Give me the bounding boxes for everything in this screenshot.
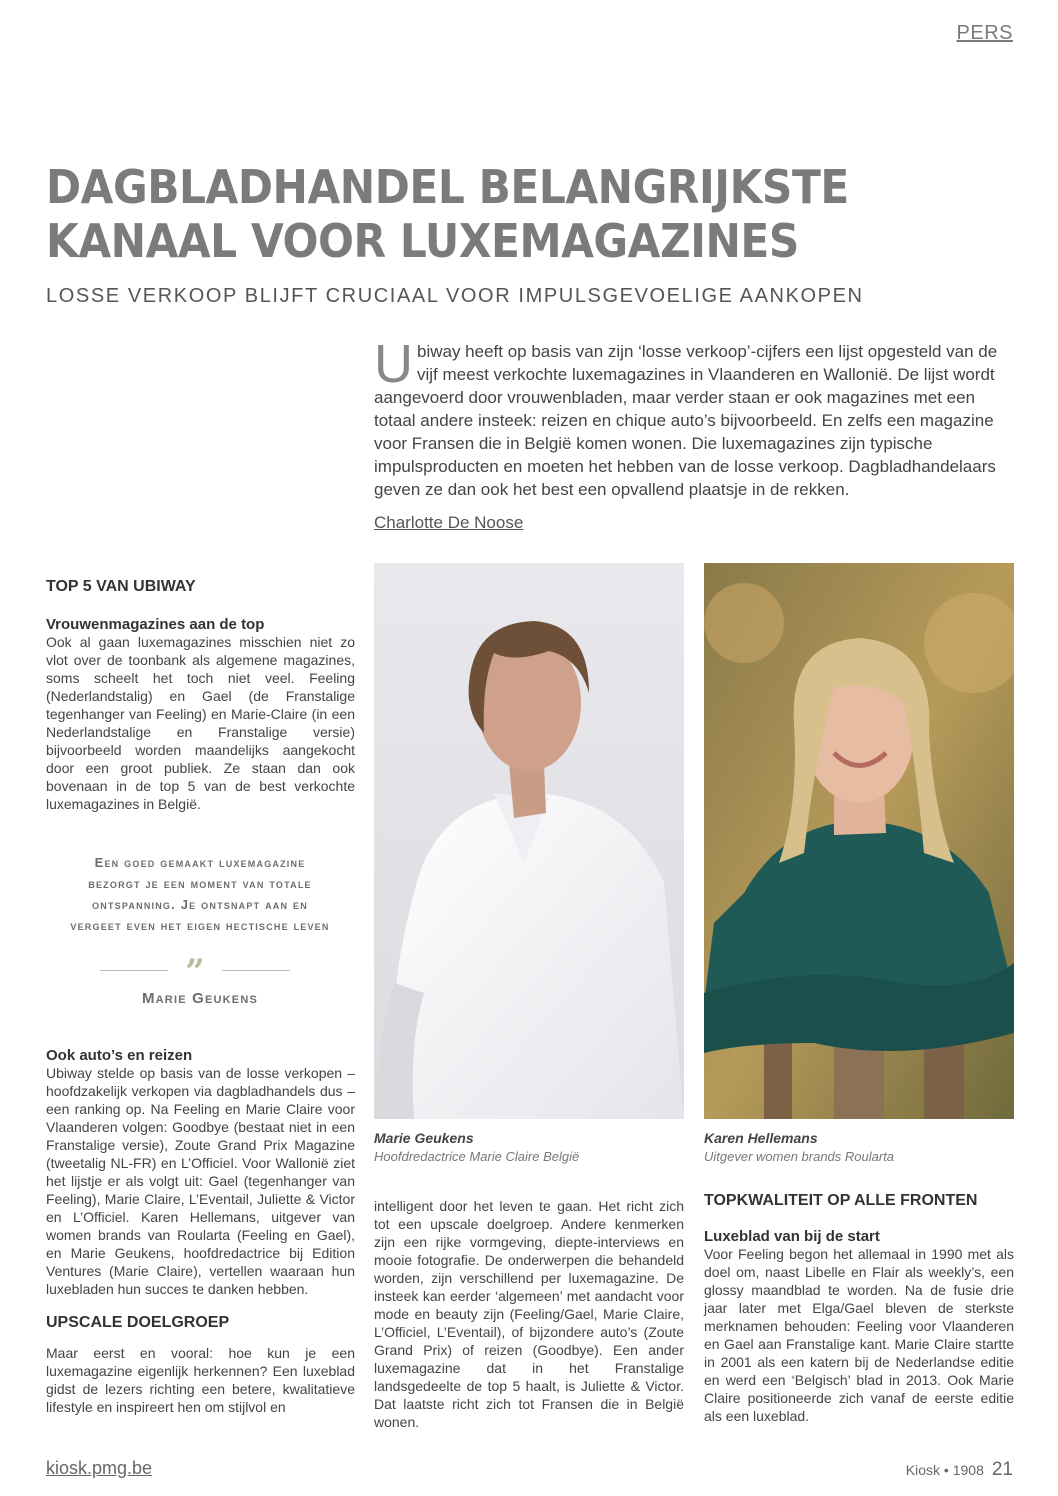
quote-divider-line-right [222, 970, 290, 971]
section-title-top5: TOP 5 VAN UBIWAY [46, 578, 196, 595]
body-text-upscale: Maar eerst en vooral: hoe kun je een luxemagazine eigenlijk herkennen? Een luxeblad gidst de lezers richting een betere, kwalitatieve lifestyle en inspireert hen om stijlvol en [46, 1345, 355, 1415]
dropcap: U [374, 334, 413, 394]
body-text-middle: intelligent door het leven te gaan. Het richt zich tot een upscale doelgroep. Andere kenmerken zijn een rijke vormgeving, diepte-interviews en mooie fotografie. De onderwerpen die behandeld worden, zijn verschillend per luxemagazine. De insteek kan eerder ‘algemeen’ met aandacht voor mode en beauty zijn (Feeling/Gael, Marie Claire, L’Officiel, L’Eventail), of bijzondere auto’s (Zoute Grand Prix) of reizen (Goodbye). Een ander luxemagazine dat in het Franstalige landsgedeelte de top 5 haalt, is Juliette & Victor. Dat laatste richt zich tot Fransen die in België wonen. [374, 1198, 684, 1430]
headline: DAGBLADHANDEL BELANGRIJKSTE KANAAL VOOR LUXEMAGAZINES [46, 160, 849, 268]
intro-paragraph [374, 334, 1014, 501]
subheadline: LOSSE VERKOOP BLIJFT CRUCIAAL VOOR IMPULSGEVOELIGE AANKOPEN [46, 285, 864, 307]
section-title-topkwaliteit: TOPKWALITEIT OP ALLE FRONTEN [704, 1192, 978, 1209]
footer-issue [906, 1459, 1013, 1481]
portrait-woman-green-sweater-image [704, 563, 1014, 1119]
author-link[interactable]: Charlotte De Noose [374, 513, 524, 532]
left-column-top [46, 578, 355, 813]
portrait-woman-white-shirt-image [374, 563, 684, 1119]
middle-column [374, 1197, 684, 1431]
quote-divider [100, 952, 290, 992]
caption-name: Karen Hellemans [704, 1130, 818, 1146]
body-text-top5: Ook al gaan luxemagazines misschien niet zo vlot over de toonbank als algemene magazines, soms scheelt het toch niet veel. Feeling (Nederlandstalig) en Gael (de Franstalige tegenhanger van Feeling) en Marie-Claire (in een Nederlandstalige en Franstalige versie) bijvoorbeeld worden maandelijks aangekocht door een groot publiek. Ze staan dan ook bovenaan in de top 5 van de best verkochte luxemagazines in België. [46, 634, 355, 812]
caption-photo1 [374, 1130, 684, 1164]
subtitle-vrouwenmagazines: Vrouwenmagazines aan de top [46, 616, 265, 633]
intro-text: biway heeft op basis van zijn ‘losse verkoop’-cijfers een lijst opgesteld van de vijf meest verkochte luxemagazines in Vlaanderen en Wallonië. De lijst wordt aangevoerd door vrouwenbladen, maar verder staan er ook magazines met een totaal andere insteek: reizen en chique auto’s bijvoorbeeld. En zelfs een magazine voor Fransen die in België komen wonen. Die luxemagazines zijn typische impulsproducten en moeten het hebben van de losse verkoop. Dagbladhandelaars geven ze dan ook het best een opvallend plaatsje in de rekken. [374, 342, 998, 499]
subtitle-autos-reizen: Ook auto’s en reizen [46, 1047, 193, 1064]
section-label[interactable]: PERS [956, 22, 1013, 44]
section-title-upscale: UPSCALE DOELGROEP [46, 1314, 230, 1331]
body-text-autos-reizen: Ubiway stelde op basis van de losse verkopen – hoofdzakelijk verkopen via dagbladhandels dus – een ranking op. Na Feeling en Marie Claire voor Vlaanderen volgen: Goodbye (bestaat niet in een Franstalige versie), Zoute Grand Prix Magazine (tweetalig NL-FR) en L’Officiel. Voor Wallonië ziet het lijstje er als volgt uit: Gael (tegenhanger van Feeling), Marie Claire, L’Eventail, Juliette & Victor en L’Officiel. Karen Hellemans, uitgever van women brands van Roularta (Feeling en Gael), en Marie Geukens, hoofdredactrice bij Edition Ventures (Marie Claire), vertellen waaraan hun luxebladen hun succes te danken hebben. [46, 1065, 355, 1297]
footer-issue-label: Kiosk • 1908 [905, 1462, 984, 1478]
body-text-right: Voor Feeling begon het allemaal in 1990 met als doel om, naast Libelle en Flair als weekly’s, een glossy maandblad te worden. Na de fusie drie jaar later met Elga/Gael bleven de sterkste merknamen behouden: Feeling voor Vlaanderen en Gael aan Franstalige kant. Marie Claire startte in 2001 als een katern bij de Nederlandse editie en werd een ‘Belgisch’ blad in 2013. Ook Marie Claire positioneerde zich vanaf de eerste editie als een luxeblad. [704, 1246, 1014, 1424]
caption-photo2 [704, 1130, 1014, 1164]
subtitle-luxeblad: Luxeblad van bij de start [704, 1228, 880, 1245]
quote-mark-icon: ” [185, 952, 205, 992]
left-column-bottom [46, 1047, 355, 1416]
caption-role: Hoofdredactrice Marie Claire België [374, 1149, 580, 1164]
right-column [704, 1192, 1014, 1425]
caption-name: Marie Geukens [374, 1130, 474, 1146]
photo-marie-geukens [374, 563, 684, 1119]
photo-karen-hellemans [704, 563, 1014, 1119]
footer-url-link[interactable]: kiosk.pmg.be [46, 1458, 153, 1478]
pull-quote: Een goed gemaakt luxemagazine bezorgt je een moment van totale ontspanning. Je ontsnapt aan en vergeet even het eigen hectische leven [70, 855, 330, 933]
caption-role: Uitgever women brands Roularta [704, 1149, 895, 1164]
quote-author: Marie Geukens [141, 990, 259, 1007]
page-number: 21 [991, 1459, 1013, 1480]
